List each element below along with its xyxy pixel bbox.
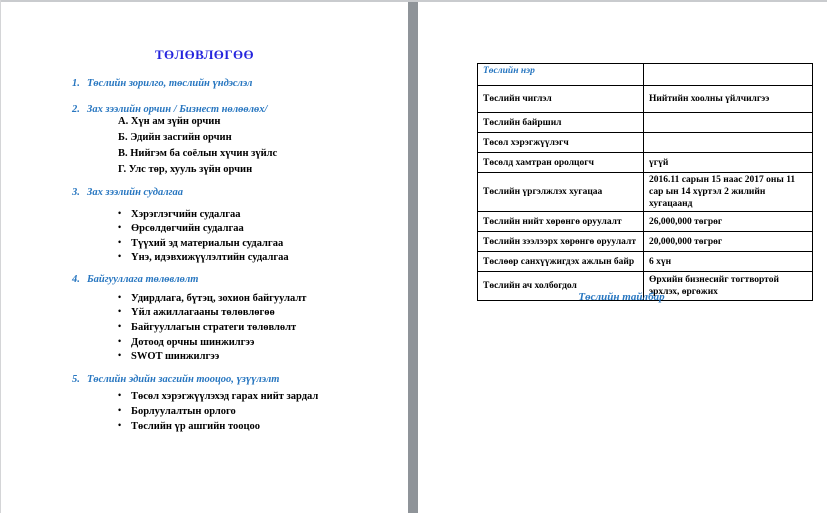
bullet-item [118,336,254,348]
row-label: Төслийн чиглэл [478,86,644,113]
row-value [644,133,813,153]
bullet-item [118,390,318,402]
bullet-icon: • [118,208,122,218]
window-left-border [0,0,1,513]
list-number: 1. [72,78,80,89]
bullet-icon: • [118,306,122,316]
bullet-label: Хэрэглэгчийн судалгаа [131,209,241,220]
bullet-label: Төсөл хэрэгжүүлэхэд гарах нийт зардал [131,391,319,402]
bullet-icon: • [118,251,122,261]
row-value: 6 хүн [644,252,813,272]
row-value [644,64,813,86]
bullet-item [118,208,241,220]
table-row [478,232,813,252]
bullet-label: Төслийн үр ашгийн тооцоо [131,421,261,432]
row-value: үгүй [644,153,813,173]
row-value: 2016.11 сарын 15 наас 2017 оны 11 сар ын 14 хүртэл 2 жилийн хугацаанд [644,173,813,212]
sub-item: В. Нийгэм ба соёлын хүчин зүйлс [118,148,278,159]
list-number: 3. [72,187,80,198]
bullet-item [118,405,236,417]
table-row [478,113,813,133]
row-label: Төслийн нэр [478,64,644,86]
list-item-5 [72,374,279,385]
row-label: Төсөлд хамтран оролцогч [478,153,644,173]
bullet-item [118,420,260,432]
list-label: Зах зээлийн судалгаа [87,187,183,198]
row-label: Төслөөр санхүүжигдэх ажлын байр [478,252,644,272]
list-item-3 [72,187,183,198]
list-item-2 [72,104,267,115]
bullet-item [118,222,244,234]
row-label: Төслийн зээлээрх хөрөнгө оруулалт [478,232,644,252]
bullet-icon: • [118,350,122,360]
list-label: Төслийн зорилго, төслийн үндэслэл [87,78,253,89]
bullet-icon: • [118,292,122,302]
bullet-label: Борлуулалтын орлого [131,406,236,417]
row-value [644,113,813,133]
bullet-icon: • [118,390,122,400]
bullet-item [118,292,306,304]
table-row [478,133,813,153]
bullet-icon: • [118,222,122,232]
page-gap-divider [408,0,418,513]
bullet-icon: • [118,336,122,346]
table-row [478,86,813,113]
table-row [478,64,813,86]
bullet-item [118,306,275,318]
row-label: Төслийн байршил [478,113,644,133]
bullet-label: Байгууллагын стратеги төлөвлөлт [131,322,297,333]
bullet-label: Үйл ажиллагааны төлөвлөгөө [131,307,275,318]
table-row [478,252,813,272]
bullet-label: Өрсөлдөгчийн судалгаа [131,223,244,234]
bullet-label: Үнэ, идэвхижүүлэлтийн судалгаа [131,252,289,263]
table-row [478,153,813,173]
row-label: Төслийн нийт хөрөнгө оруулалт [478,212,644,232]
bullet-label: SWOT шинжилгээ [131,351,220,362]
row-value: Нийтийн хоолны үйлчилгээ [644,86,813,113]
row-label: Төсөл хэрэгжүүлэгч [478,133,644,153]
table-caption: Төслийн тайлбар [578,291,665,303]
list-label: Зах зээлийн орчин / Бизнест нөлөөлөх/ [87,104,268,115]
row-value: 26,000,000 төгрөг [644,212,813,232]
bullet-icon: • [118,237,122,247]
bullet-item [118,251,289,263]
list-item-1 [72,78,252,89]
list-label: Төслийн эдийн засгийн тооцоо, үзүүлэлт [87,374,280,385]
document-page-left[interactable] [1,0,408,513]
bullet-label: Дотоод орчны шинжилгээ [131,337,255,348]
list-number: 5. [72,374,80,385]
bullet-label: Удирдлага, бүтэц, зохион байгуулалт [131,293,307,304]
sub-item: А. Хүн ам зүйн орчин [118,116,221,127]
bullet-item [118,350,219,362]
bullet-item [118,321,296,333]
bullet-item [118,237,283,249]
sub-item: Г. Улс төр, хууль зүйн орчин [118,164,253,175]
list-label: Байгууллага төлөвлөлт [87,274,199,285]
row-value: Өрхийн бизнесийг тогтвортой эрхлэх, өргөжих [644,272,813,301]
row-label: Төслийн үргэлжлэх хугацаа [478,173,644,212]
document-title: ТӨЛӨВЛӨГӨӨ [154,47,255,62]
window-top-border [0,0,827,2]
bullet-label: Түүхий эд материалын судалгаа [131,238,284,249]
row-value: 20,000,000 төгрөг [644,232,813,252]
table-row [478,173,813,212]
project-info-table [477,63,813,301]
list-item-4 [72,274,198,285]
bullet-icon: • [118,405,122,415]
table-row [478,212,813,232]
document-page-right[interactable] [418,0,827,513]
row-label: Төслийн ач холбогдол [478,272,644,301]
list-number: 2. [72,104,80,115]
bullet-icon: • [118,420,122,430]
bullet-icon: • [118,321,122,331]
list-number: 4. [72,274,80,285]
sub-item: Б. Эдийн засгийн орчин [118,132,232,143]
